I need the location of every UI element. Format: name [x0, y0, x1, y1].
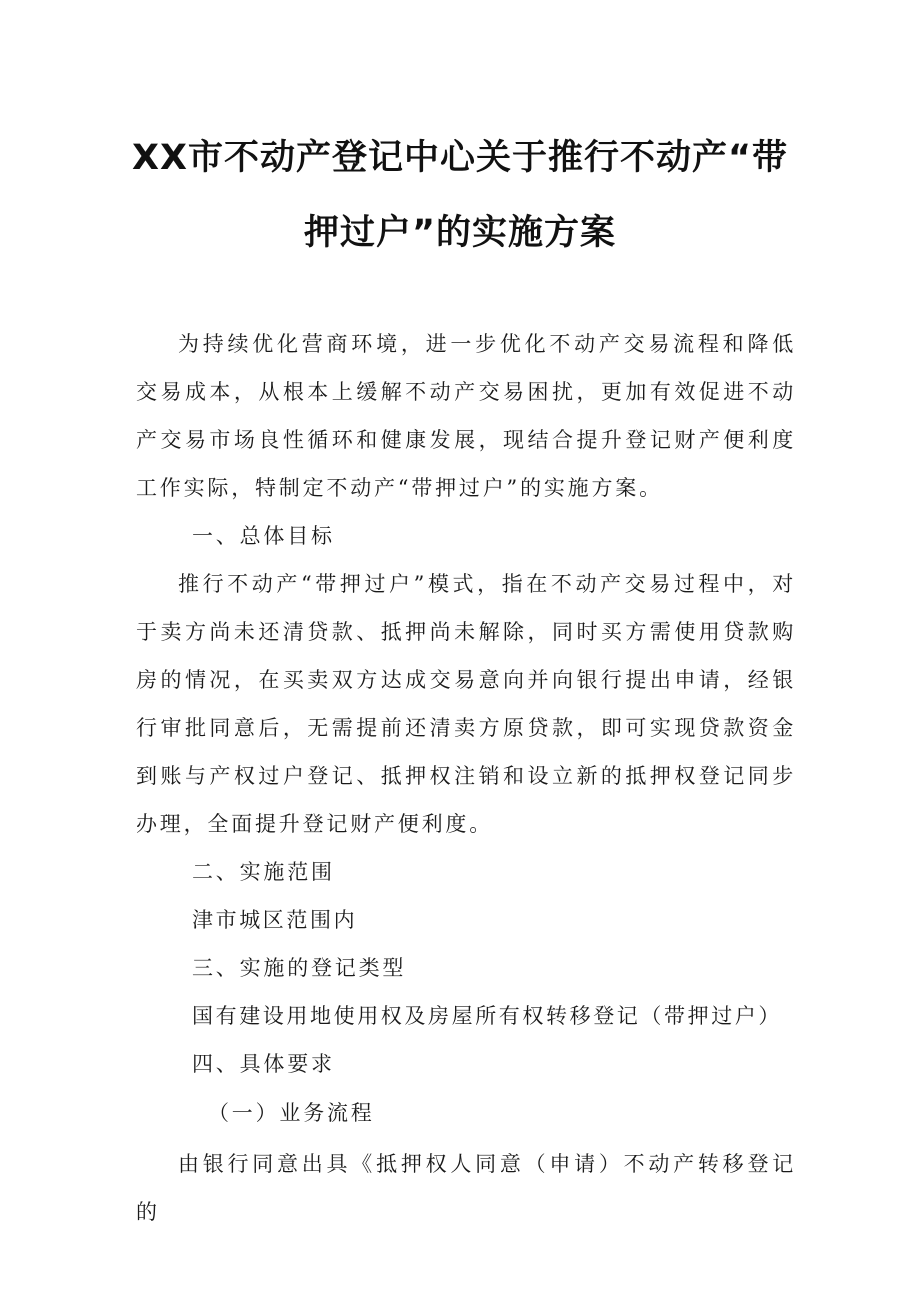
- intro-paragraph: 为持续优化营商环境，进一步优化不动产交易流程和降低交易成本，从根本上缓解不动产交易困扰，更加有效促进不动产交易市场良性循环和健康发展，现结合提升登记财产便利度工作实际，特制定不动产“带押过户”的实施方案。: [136, 332, 796, 500]
- section-3-text: 国有建设用地使用权及房屋所有权转移登记（带押过户）: [192, 1004, 782, 1028]
- section-2-text: 津市城区范围内: [192, 908, 358, 932]
- section-4-sub-1-paragraph: 由银行同意出具《抵押权人同意（申请）不动产转移登记的: [136, 1152, 796, 1224]
- section-4-heading: 四、具体要求: [192, 1052, 335, 1076]
- document-title-line-1: XX市不动产登记中心关于推行不动产“带: [132, 138, 788, 178]
- section-4-sub-1-heading: （一）业务流程: [208, 1101, 375, 1125]
- section-3-heading: 三、实施的登记类型: [192, 956, 407, 980]
- section-1-heading: 一、总体目标: [192, 524, 335, 548]
- section-2-heading: 二、实施范围: [192, 860, 335, 884]
- document-title-line-2: 押过户”的实施方案: [303, 213, 616, 253]
- section-1-paragraph: 推行不动产“带押过户”模式，指在不动产交易过程中，对于卖方尚未还清贷款、抵押尚未解除，同时买方需使用贷款购房的情况，在买卖双方达成交易意向并向银行提出申请，经银行审批同意后，无需提前还清卖方原贷款，即可实现贷款资金到账与产权过户登记、抵押权注销和设立新的抵押权登记同步办理，全面提升登记财产便利度。: [136, 572, 796, 836]
- document-body: [136, 320, 796, 1236]
